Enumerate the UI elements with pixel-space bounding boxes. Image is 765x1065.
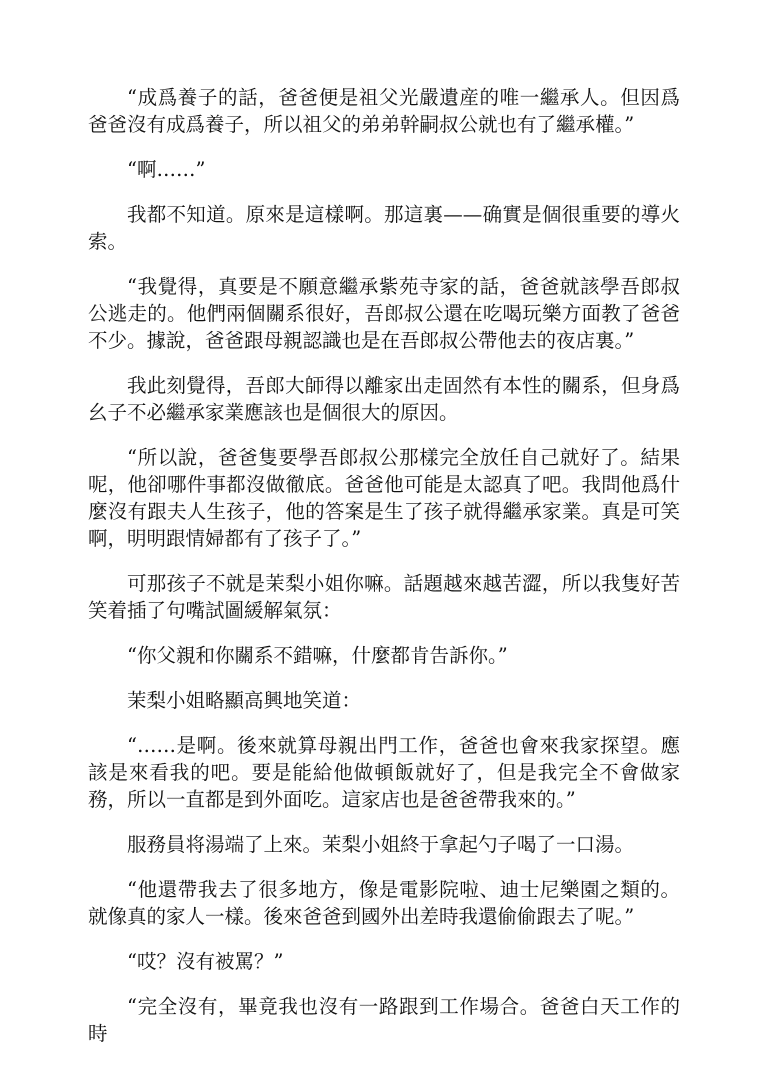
paragraph: “啊……”	[127, 158, 206, 181]
paragraph: “哎？沒有被罵？”	[127, 950, 284, 973]
paragraph: “你父親和你關系不錯嘛，什麼都肯告訴你。”	[127, 644, 508, 667]
paragraph: “所以說，爸爸隻要學吾郎叔公那樣完全放任自己就好了。結果呢，他卻哪件事都沒做徹底。爸爸他可能是太認真了吧。我問他爲什麼沒有跟夫人生孩子，他的答案是生了孩子就得繼承家業。真是可笑啊，明明跟情婦都有了孩子了。”	[88, 446, 680, 550]
paragraph: 我都不知道。原來是這樣啊。那這裏——确實是個很重要的導火索。	[88, 203, 680, 253]
paragraph: “我覺得，真要是不願意繼承紫苑寺家的話，爸爸就該學吾郎叔公逃走的。他們兩個關系很好，吾郎叔公還在吃喝玩樂方面教了爸爸不少。據說，爸爸跟母親認識也是在吾郎叔公帶他去的夜店裏。”	[88, 275, 680, 352]
paragraph: “……是啊。後來就算母親出門工作，爸爸也會來我家探望。應該是來看我的吧。要是能給他做頓飯就好了，但是我完全不會做家務，所以一直都是到外面吃。這家店也是爸爸帶我來的。”	[88, 734, 680, 811]
paragraph: 我此刻覺得，吾郎大師得以離家出走固然有本性的關系，但身爲幺子不必繼承家業應該也是個很大的原因。	[88, 374, 680, 424]
paragraph: “他還帶我去了很多地方，像是電影院啦、迪士尼樂園之類的。就像真的家人一樣。後來爸爸到國外出差時我還偷偷跟去了呢。”	[88, 878, 680, 928]
document-page	[88, 84, 680, 1065]
paragraph: 服務員将湯端了上來。茉梨小姐終于拿起勺子喝了一口湯。	[127, 833, 635, 856]
paragraph: “成爲養子的話，爸爸便是祖父光嚴遺産的唯一繼承人。但因爲爸爸沒有成爲養子，所以祖父的弟弟幹嗣叔公就也有了繼承權。”	[88, 86, 680, 136]
paragraph: 茉梨小姐略顯高興地笑道：	[127, 689, 362, 712]
paragraph: “完全沒有，畢竟我也沒有一路跟到工作場合。爸爸白天工作的時	[88, 995, 680, 1045]
paragraph: 可那孩子不就是茉梨小姐你嘛。話題越來越苦澀，所以我隻好苦笑着插了句嘴試圖緩解氣氛：	[88, 572, 680, 622]
